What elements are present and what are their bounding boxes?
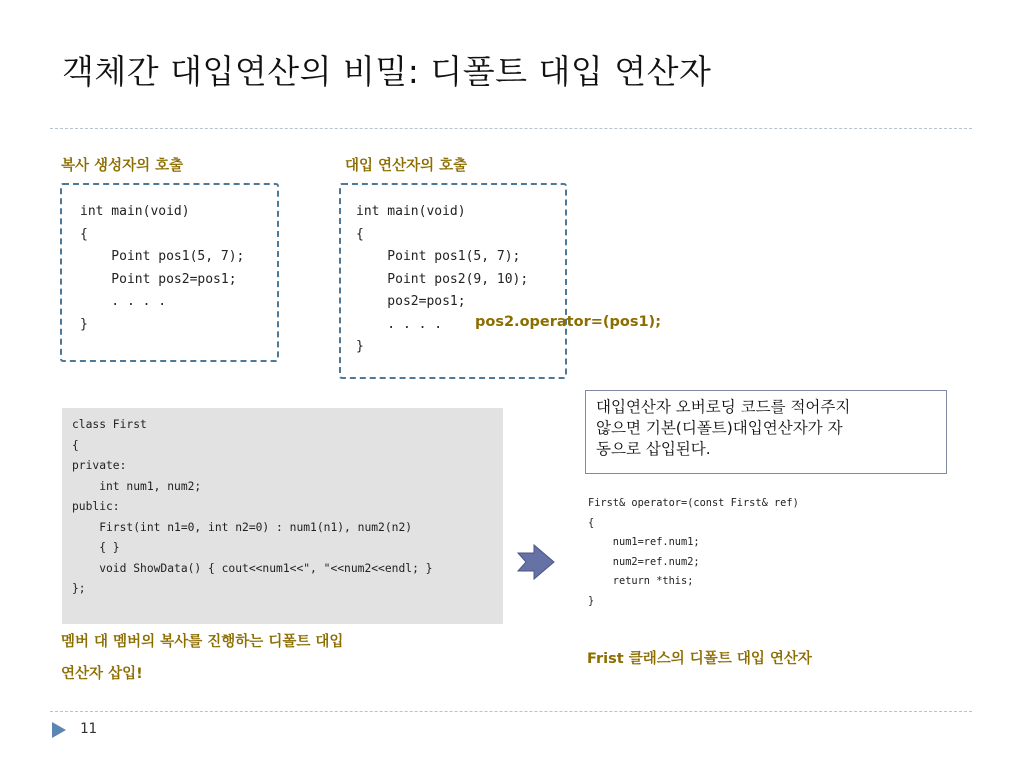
page-number: 11: [80, 721, 97, 737]
class-code-box: [62, 408, 503, 624]
class-code: class First { private: int num1, num2; public: First(int n1=0, int n2=0) : num1(n1), num2(n2) { } void ShowData() { cout<<num1<<", "<<num2<<endl; } };: [72, 418, 433, 595]
class-caption-line2: 연산자 삽입!: [61, 666, 143, 682]
class-caption-line1: 멤버 대 멤버의 복사를 진행하는 디폴트 대입: [61, 634, 344, 650]
default-op-code: First& operator=(const First& ref) { num1=ref.num1; num2=ref.num2; return *this; }: [588, 497, 799, 607]
assign-op-code: int main(void) { Point pos1(5, 7); Point pos2(9, 10); pos2=pos1; . . . . }: [356, 204, 529, 354]
note-line-3: 동으로 삽입된다.: [596, 440, 711, 458]
slide-title: 객체간 대입연산의 비밀: 디폴트 대입 연산자: [62, 52, 712, 91]
note-line-1: 대입연산자 오버로딩 코드를 적어주지: [596, 398, 851, 416]
top-divider: [50, 128, 972, 129]
operator-call-annotation: pos2.operator=(pos1);: [475, 314, 661, 330]
copy-ctor-code: int main(void) { Point pos1(5, 7); Point pos2=pos1; . . . . }: [80, 204, 245, 332]
assign-op-caption: 대입 연산자의 호출: [345, 158, 468, 174]
assign-op-code-box: [339, 183, 567, 379]
bullet-triangle-icon: [52, 722, 66, 738]
note-box: [585, 390, 947, 474]
right-arrow-icon: [516, 543, 556, 581]
copy-ctor-code-box: [60, 183, 279, 362]
default-op-caption: Frist 클래스의 디폴트 대입 연산자: [587, 651, 812, 667]
copy-ctor-caption: 복사 생성자의 호출: [61, 158, 184, 174]
note-line-2: 않으면 기본(디폴트)대입연산자가 자: [596, 419, 843, 437]
bottom-divider: [50, 711, 972, 712]
